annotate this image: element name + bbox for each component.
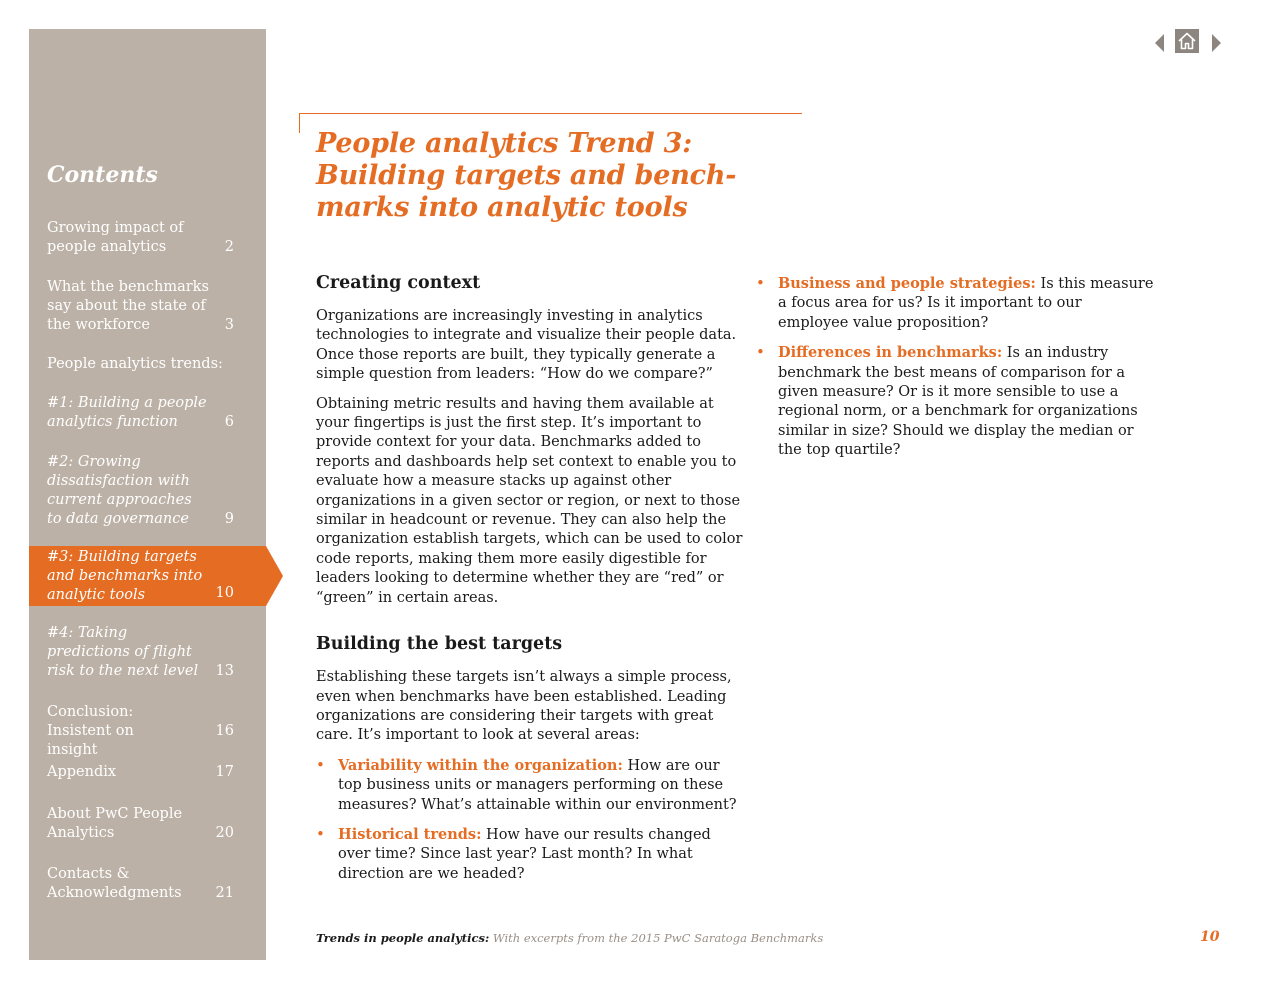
bullet-text: Is an industry benchmark the best means of comparison for a given measure? Or is it more sensible to use a regional norm, or a benchmark for organizations similar in size? Should we display the median or the top quartile? — [778, 345, 1138, 459]
toc-item-label: #1: Building a people analytics function — [47, 395, 207, 430]
toc-item-label: #3: Building targets and benchmarks into analytic tools — [47, 549, 203, 603]
toc-item-appendix[interactable] — [29, 763, 266, 782]
bullet-text: How are our top business units or managers performing on these measures? What’s attainable within our environment? — [338, 757, 737, 813]
bullet-list — [756, 274, 1156, 461]
list-item — [756, 343, 1156, 460]
toc-item-label: People analytics trends: — [47, 356, 223, 372]
bullet-text: Is this measure a focus area for us? Is it important to our employee value proposition? — [778, 276, 1154, 331]
toc-item-page: 16 — [215, 723, 234, 739]
page-number: 10 — [1200, 929, 1220, 945]
triangle-left-icon[interactable] — [1155, 34, 1164, 52]
article-right-column — [756, 274, 1156, 461]
list-item — [316, 756, 746, 815]
paragraph: Obtaining metric results and having them available at your fingertips is just the first step. It’s important to provide context for your data. Benchmarks added to reports and dashboards help set context to enable you to evaluate how a measure stacks up against other organizations in a given sector or region, or next to those similar in headcount or revenue. They can also help the organization establish targets, which can be used to color code reports, making them more easily digestible for leaders looking to determine whether they are “red” or “green” in certain areas. — [316, 395, 743, 606]
toc-item-trends-heading — [29, 355, 266, 374]
toc-item-page: 10 — [215, 585, 234, 601]
paragraph: Organizations are increasingly investing in analytics technologies to integrate and visualize their people data. Once those reports are built, they typically generate a simple question from leaders: “How do we compare?” — [316, 308, 737, 383]
toc-item-trend-3-active[interactable] — [29, 546, 266, 606]
bullet-term: Variability within the organization: — [338, 756, 623, 774]
page-title: People analytics Trend 3: Building targets and bench-marks into analytic tools — [316, 128, 737, 223]
triangle-right-icon[interactable] — [1212, 34, 1221, 52]
toc-item-label: What the benchmarks say about the state of the workforce — [47, 279, 209, 333]
bullet-text: How have our results changed over time? Since last year? Last month? In what direction are we headed? — [338, 826, 711, 882]
footer — [316, 931, 823, 945]
bullet-list — [316, 756, 746, 884]
toc-item-trend-2[interactable] — [29, 453, 266, 529]
home-glyph — [1175, 29, 1199, 53]
toc-item-contacts[interactable] — [29, 865, 266, 903]
toc-item-trend-4[interactable] — [29, 624, 266, 681]
footer-subtitle: With excerpts from the 2015 PwC Saratoga Benchmarks — [492, 931, 824, 945]
section-heading-creating-context: Creating context — [316, 273, 481, 293]
paragraph: Establishing these targets isn’t always a simple process, even when benchmarks have been established. Leading organizations are considering their targets with great care. It’s important to look at several areas: — [316, 669, 732, 744]
toc-item-trend-1[interactable] — [29, 394, 266, 432]
toc-item-label: Contacts & Acknowledgments — [47, 866, 182, 901]
list-item — [756, 274, 1156, 333]
page-navigation — [1152, 28, 1224, 56]
toc-item-page: 2 — [224, 239, 234, 255]
toc-item-page: 21 — [215, 885, 234, 901]
toc-item-growing-impact[interactable] — [29, 219, 266, 257]
footer-title: Trends in people analytics: — [316, 931, 490, 945]
toc-item-benchmarks[interactable] — [29, 278, 266, 335]
contents-sidebar — [29, 29, 266, 960]
bullet-term: Business and people strategies: — [778, 275, 1036, 292]
toc-item-page: 20 — [215, 825, 234, 841]
toc-item-page: 9 — [224, 511, 234, 527]
toc-item-label: Conclusion: Insistent on insight — [47, 704, 134, 758]
bullet-term: Historical trends: — [338, 825, 482, 843]
section-heading-best-targets: Building the best targets — [316, 634, 563, 655]
toc-item-page: 6 — [224, 414, 234, 430]
toc-item-label: Growing impact of people analytics — [47, 220, 184, 255]
article-left-column — [316, 272, 746, 884]
toc-item-page: 17 — [215, 764, 234, 780]
toc-item-page: 13 — [215, 663, 234, 679]
toc-item-page: 3 — [224, 317, 234, 333]
toc-item-label: About PwC People Analytics — [47, 806, 183, 841]
bullet-term: Differences in benchmarks: — [778, 344, 1003, 362]
home-icon[interactable] — [1175, 29, 1199, 53]
toc-item-label: #2: Growing dissatisfaction with current approaches to data governance — [47, 454, 192, 527]
title-rule — [299, 113, 802, 114]
toc-item-label: Appendix — [47, 764, 117, 780]
toc-item-label: #4: Taking predictions of flight risk to the next level — [47, 625, 199, 679]
toc-item-conclusion[interactable] — [29, 703, 266, 758]
title-rule-tick — [299, 113, 300, 133]
list-item — [316, 825, 746, 884]
toc-item-about[interactable] — [29, 805, 266, 843]
contents-heading: Contents — [47, 162, 158, 188]
